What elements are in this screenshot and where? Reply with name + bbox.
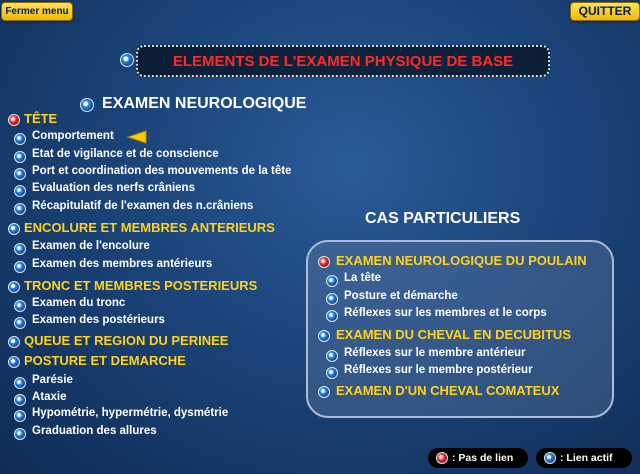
item-examen-encolure[interactable]: Examen de l'encolure [32, 240, 150, 252]
neuro-header-bullet-icon [80, 98, 94, 112]
item-decubitus-posterieur[interactable]: Réflexes sur le membre postérieur [344, 364, 533, 376]
item-bullet-icon [14, 377, 26, 389]
section-posture-demarche[interactable]: POSTURE ET DEMARCHE [24, 353, 186, 368]
item-poulain-tete[interactable]: La tête [344, 272, 382, 284]
item-poulain-reflexes[interactable]: Réflexes sur les membres et le corps [344, 307, 547, 319]
section-bullet-icon [8, 281, 20, 293]
item-membres-anterieurs[interactable]: Examen des membres antérieurs [32, 258, 213, 270]
page-title-box [136, 45, 550, 77]
item-bullet-icon [14, 300, 26, 312]
group-decubitus[interactable]: EXAMEN DU CHEVAL EN DECUBITUS [336, 327, 571, 342]
page-title: ELEMENTS DE L'EXAMEN PHYSIQUE DE BASE [172, 53, 514, 70]
section-bullet-icon [8, 356, 20, 368]
item-bullet-icon [14, 428, 26, 440]
group-poulain: EXAMEN NEUROLOGIQUE DU POULAIN [336, 253, 587, 268]
section-tronc[interactable]: TRONC ET MEMBRES POSTERIEURS [24, 278, 258, 293]
selected-arrow-icon [127, 130, 147, 144]
item-examen-tronc[interactable]: Examen du tronc [32, 297, 126, 309]
section-queue-perinee[interactable]: QUEUE ET REGION DU PERINEE [24, 333, 229, 348]
section-tete: TÊTE [24, 111, 58, 126]
group-comateux[interactable]: EXAMEN D'UN CHEVAL COMATEUX [336, 383, 560, 398]
quit-button[interactable]: QUITTER [570, 2, 640, 21]
section-bullet-icon [8, 223, 20, 235]
section-encolure[interactable]: ENCOLURE ET MEMBRES ANTERIEURS [24, 220, 275, 235]
item-bullet-icon [14, 394, 26, 406]
legend-active-link-label: : Lien actif [560, 452, 613, 464]
item-ataxie[interactable]: Ataxie [32, 391, 67, 403]
item-bullet-icon [14, 151, 26, 163]
item-bullet-icon [14, 185, 26, 197]
title-bullet-icon [120, 53, 134, 67]
group-bullet-icon [318, 386, 330, 398]
item-decubitus-anterieur[interactable]: Réflexes sur le membre antérieur [344, 347, 526, 359]
special-cases-header: CAS PARTICULIERS [365, 210, 521, 227]
item-nerfs-craniens[interactable]: Evaluation des nerfs crâniens [32, 182, 195, 194]
item-bullet-icon [326, 367, 338, 379]
section-bullet-icon [8, 336, 20, 348]
item-bullet-icon [14, 168, 26, 180]
item-bullet-icon [326, 275, 338, 287]
item-port-coordination[interactable]: Port et coordination des mouvements de la tête [32, 165, 292, 177]
item-hypometrie[interactable]: Hypométrie, hypermétrie, dysmétrie [32, 407, 229, 419]
item-recapitulatif[interactable]: Récapitulatif de l'examen des n.crâniens [32, 200, 254, 212]
legend-no-link [428, 448, 528, 468]
item-bullet-icon [14, 243, 26, 255]
legend-blue-bullet-icon [544, 452, 556, 464]
item-bullet-icon [326, 293, 338, 305]
item-poulain-posture[interactable]: Posture et démarche [344, 290, 458, 302]
neuro-header: EXAMEN NEUROLOGIQUE [102, 95, 307, 112]
item-vigilance[interactable]: Etat de vigilance et de conscience [32, 148, 219, 160]
item-posterieurs[interactable]: Examen des postérieurs [32, 314, 165, 326]
item-comportement[interactable]: Comportement [32, 130, 114, 142]
legend-red-bullet-icon [436, 452, 448, 464]
item-bullet-icon [326, 310, 338, 322]
legend-no-link-label: : Pas de lien [452, 452, 514, 464]
item-graduation-allures[interactable]: Graduation des allures [32, 425, 157, 437]
item-bullet-icon [326, 350, 338, 362]
item-bullet-icon [14, 203, 26, 215]
item-bullet-icon [14, 317, 26, 329]
item-paresie[interactable]: Parésie [32, 374, 73, 386]
item-bullet-icon [14, 410, 26, 422]
section-bullet-red-icon [8, 114, 20, 126]
legend-active-link [536, 448, 632, 468]
group-bullet-red-icon [318, 256, 330, 268]
group-bullet-icon [318, 330, 330, 342]
item-bullet-icon [14, 261, 26, 273]
close-menu-button[interactable]: Fermer menu [1, 2, 73, 21]
item-bullet-icon [14, 133, 26, 145]
